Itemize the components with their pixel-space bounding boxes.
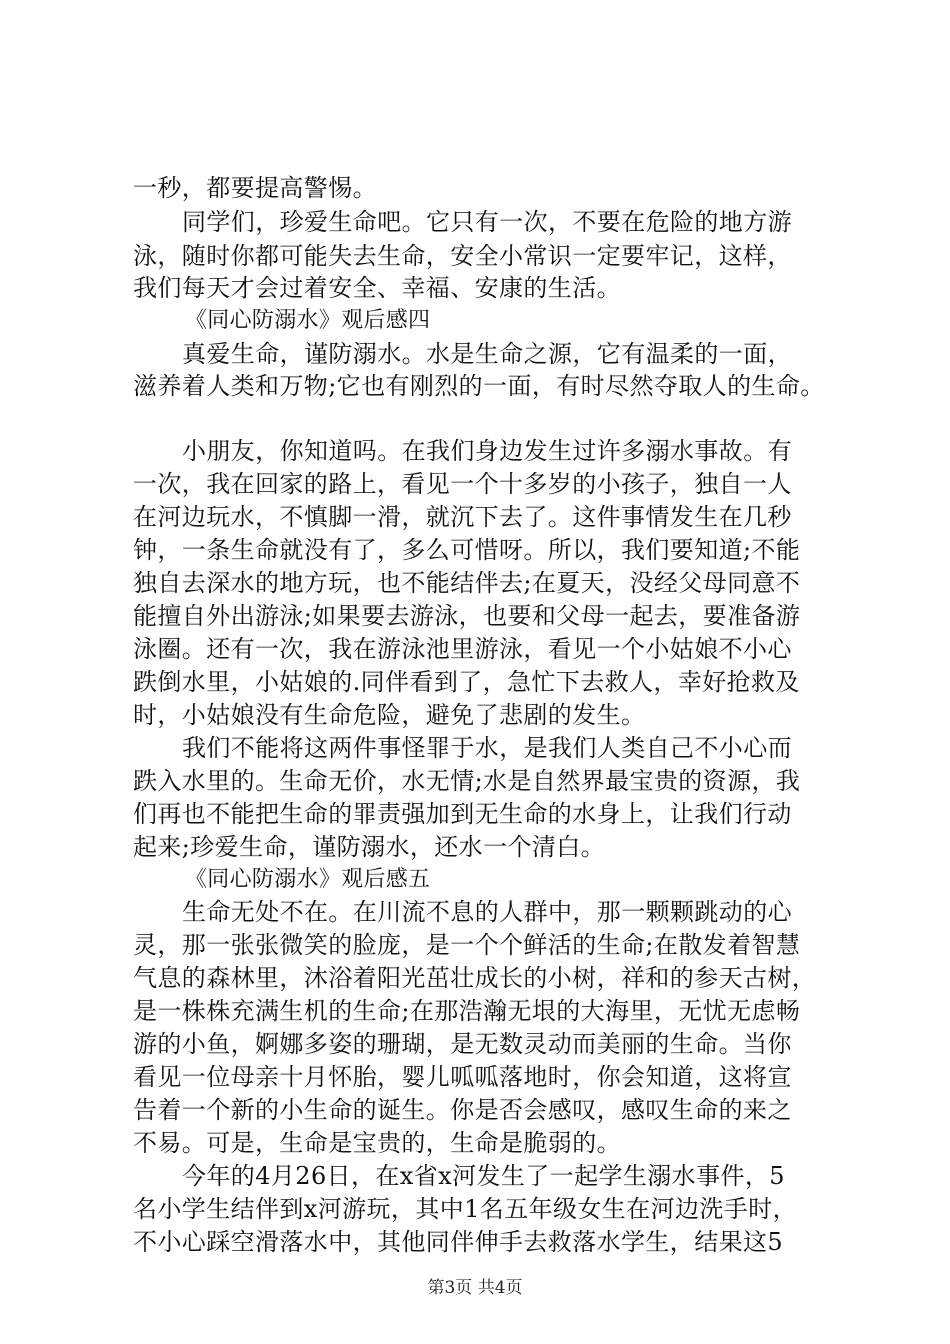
section-heading: 《同心防溺水》观后感四 <box>185 308 431 333</box>
text-line: 们再也不能把生命的罪责强加到无生命的水身上，让我们行动 <box>133 800 792 828</box>
text-line: 看见一位母亲十月怀胎，婴儿呱呱落地时，你会知道，这将宣 <box>133 1063 792 1091</box>
section-heading: 《同心防溺水》观后感五 <box>185 867 431 892</box>
text-line: 能擅自外出游泳;如果要去游泳，也要和父母一起去，要准备游 <box>133 602 801 630</box>
text-line: 是一株株充满生机的生命;在那浩瀚无垠的大海里，无忧无虑畅 <box>133 997 801 1025</box>
text-line: 一次，我在回家的路上，看见一个十多岁的小孩子，独自一人 <box>133 470 792 498</box>
text-line: 气息的森林里，沐浴着阳光茁壮成长的小树，祥和的参天古树， <box>133 964 817 992</box>
text-line: 我们每天才会过着安全、幸福、安康的生活。 <box>133 274 621 302</box>
text-line: 告着一个新的小生命的诞生。你是否会感叹，感叹生命的来之 <box>133 1096 792 1124</box>
text-line: 我们不能将这两件事怪罪于水，是我们人类自己不小心而 <box>182 734 792 762</box>
text-line: 跌入水里的。生命无价，水无情;水是自然界最宝贵的资源，我 <box>133 767 801 795</box>
text-line: 在河边玩水，不慎脚一滑，就沉下去了。这件事情发生在几秒 <box>133 503 792 531</box>
text-line: 一秒，都要提高警惕。 <box>133 174 377 202</box>
text-line: 泳圈。还有一次，我在游泳池里游泳，看见一个小姑娘不小心 <box>133 635 792 663</box>
text-line: 独自去深水的地方玩，也不能结伴去;在夏天，没经父母同意不 <box>133 569 801 597</box>
text-line: 泳，随时你都可能失去生命，安全小常识一定要牢记，这样， <box>133 242 792 270</box>
text-line: 时，小姑娘没有生命危险，避免了悲剧的发生。 <box>133 701 646 729</box>
text-line: 真爱生命，谨防溺水。水是生命之源，它有温柔的一面， <box>182 340 792 368</box>
text-line: 滋养着人类和万物;它也有刚烈的一面，有时尽然夺取人的生命。 <box>133 372 825 400</box>
text-line: 钟，一条生命就没有了，多么可惜呀。所以，我们要知道;不能 <box>133 536 801 564</box>
text-line: 今年的4月26日，在x省x河发生了一起学生溺水事件，5 <box>182 1162 785 1190</box>
page-number-footer: 第3页 共4页 <box>427 1278 523 1298</box>
text-line: 起来;珍爱生命，谨防溺水，还水一个清白。 <box>133 833 606 861</box>
text-line: 灵，那一张张微笑的脸庞，是一个个鲜活的生命;在散发着智慧 <box>133 931 801 959</box>
text-line: 名小学生结伴到x河游玩，其中1名五年级女生在河边洗手时， <box>133 1195 798 1223</box>
text-line: 同学们，珍爱生命吧。它只有一次，不要在危险的地方游 <box>182 208 792 236</box>
text-line: 游的小鱼，婀娜多姿的珊瑚，是无数灵动而美丽的生命。当你 <box>133 1030 792 1058</box>
text-line: 小朋友，你知道吗。在我们身边发生过许多溺水事故。有 <box>182 437 792 465</box>
text-line: 不小心踩空滑落水中，其他同伴伸手去救落水学生，结果这5 <box>133 1228 784 1256</box>
text-line: 不易。可是，生命是宝贵的，生命是脆弱的。 <box>133 1129 621 1157</box>
text-line: 跌倒水里，小姑娘的.同伴看到了，急忙下去救人，幸好抢救及 <box>133 668 800 696</box>
text-line: 生命无处不在。在川流不息的人群中，那一颗颗跳动的心 <box>182 898 792 926</box>
